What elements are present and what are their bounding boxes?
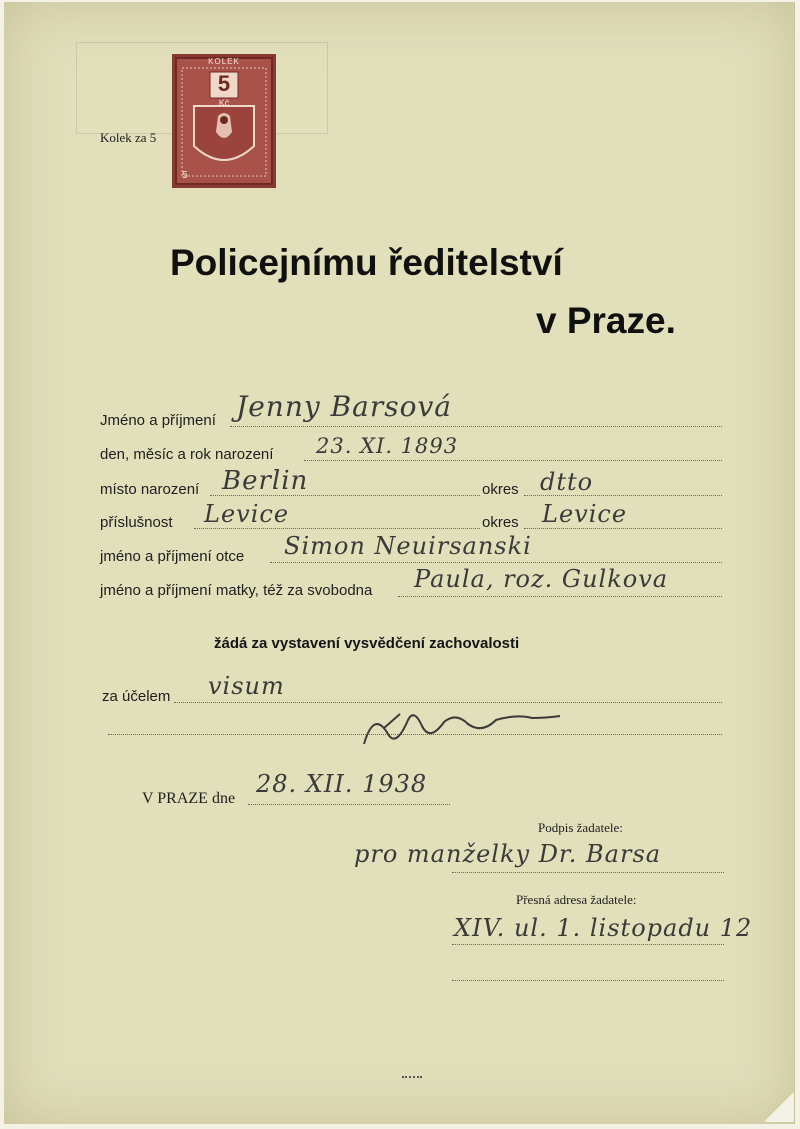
- birthplace-district-value: dtto: [540, 468, 594, 496]
- membership-district-line: [524, 528, 722, 529]
- date-line: [248, 804, 450, 805]
- official-initials-scribble: [356, 704, 566, 750]
- mother-line: [398, 596, 722, 597]
- name-value: Jenny Barsová: [236, 390, 452, 423]
- birthplace-value: Berlin: [222, 466, 309, 496]
- title-line-1: Policejnímu ředitelství: [170, 242, 563, 283]
- stamp-bottom-value: 5: [182, 170, 188, 181]
- signature-label: Podpis žadatele:: [538, 820, 623, 835]
- membership-district-value: Levice: [542, 500, 628, 528]
- stamp-label: Kolek za 5: [100, 130, 157, 145]
- request-text: žádá za vystavení vysvědčení zachovalosti: [214, 635, 520, 652]
- date-label: V PRAZE dne: [142, 790, 236, 807]
- document-page: [4, 2, 795, 1124]
- bottom-mark: [402, 1076, 422, 1082]
- name-line: [230, 426, 722, 427]
- birth-date-line: [304, 460, 722, 461]
- torn-corner: [764, 1092, 794, 1122]
- father-line: [270, 562, 722, 563]
- stamp-top-text: KOLEK: [208, 57, 240, 66]
- birthplace-district-label: okres: [482, 481, 519, 498]
- membership-line: [194, 528, 480, 529]
- birth-date-value: 23. XI. 1893: [316, 434, 459, 458]
- purpose-line-1: [174, 702, 722, 703]
- address-line-2: [452, 980, 724, 981]
- date-value: 28. XII. 1938: [256, 770, 428, 798]
- father-label: jméno a příjmení otce: [100, 548, 245, 565]
- purpose-label: za účelem: [102, 688, 171, 705]
- membership-label: příslušnost: [100, 514, 173, 531]
- stamp-currency: Kč: [218, 98, 230, 108]
- father-value: Simon Neuirsanski: [284, 532, 532, 560]
- birthplace-label: místo narození: [100, 481, 200, 498]
- address-label: Přesná adresa žadatele:: [516, 892, 637, 907]
- stamp-value: 5: [217, 71, 231, 96]
- mother-value: Paula, roz. Gulkova: [414, 565, 669, 593]
- membership-value: Levice: [204, 500, 290, 528]
- membership-district-label: okres: [482, 514, 519, 531]
- birth-date-label: den, měsíc a rok narození: [100, 446, 274, 463]
- address-value: XIV. ul. 1. listopadu 12: [454, 914, 753, 942]
- title-line-2: v Praze.: [536, 300, 676, 341]
- name-label: Jméno a příjmení: [100, 412, 216, 429]
- address-line-1: [452, 944, 724, 945]
- signature-value: pro manželky Dr. Barsa: [354, 840, 662, 868]
- purpose-value: visum: [208, 672, 285, 700]
- revenue-stamp: [172, 54, 276, 188]
- signature-line: [452, 872, 724, 873]
- mother-label: jméno a příjmení matky, též za svobodna: [100, 582, 373, 599]
